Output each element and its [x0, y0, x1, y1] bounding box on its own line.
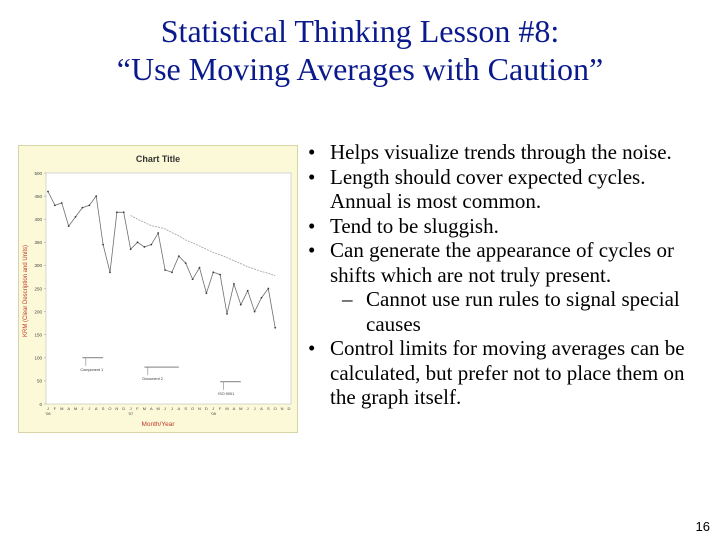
data-point	[267, 288, 269, 290]
data-point	[261, 297, 263, 299]
data-point	[88, 204, 90, 206]
y-tick-label: 200	[34, 309, 42, 315]
y-tick-label: 150	[34, 332, 42, 338]
x-tick-label: J	[81, 406, 84, 411]
x-tick-label: F	[218, 406, 222, 411]
y-tick-label: 350	[34, 240, 42, 246]
x-tick-label: O	[108, 406, 112, 411]
x-tick-label: M	[142, 406, 147, 411]
page-number: 16	[695, 519, 710, 534]
data-point	[240, 304, 242, 306]
bullet-marker: •	[308, 336, 316, 360]
x-tick-label: J	[164, 406, 167, 411]
x-tick-label: A	[149, 406, 153, 411]
x-tick-label: M	[73, 406, 78, 411]
x-tick-label: J	[47, 406, 49, 411]
data-point	[109, 271, 111, 273]
x-tick-label: D	[204, 406, 208, 411]
bullet-list	[308, 140, 708, 410]
bullet-item	[308, 214, 708, 239]
year-label: '06	[45, 411, 51, 416]
x-tick-label: F	[53, 406, 57, 411]
data-point	[75, 216, 77, 218]
bullet-marker: •	[308, 164, 316, 189]
data-point	[68, 225, 70, 227]
data-point	[150, 244, 152, 246]
y-tick-label: 100	[34, 355, 42, 361]
x-tick-label: F	[136, 406, 139, 411]
data-point	[233, 283, 235, 285]
data-point	[61, 202, 63, 204]
annotation-label: ISO 9001	[218, 391, 235, 396]
bullet-text: Length should cover expected cycles. Annual is most common.	[330, 164, 646, 213]
x-tick-label: A	[232, 406, 236, 411]
y-tick-label: 400	[34, 217, 42, 222]
y-tick-label: 500	[34, 170, 42, 176]
x-tick-label: A	[177, 406, 181, 411]
x-tick-label: N	[115, 406, 119, 411]
data-point	[144, 246, 146, 248]
bullet-item	[308, 140, 708, 165]
x-axis-title: Month/Year	[141, 421, 175, 428]
bullet-item	[308, 165, 708, 214]
bullet-text: Control limits for moving averages can be calculated, but prefer not to place them on the graph itself.	[330, 336, 685, 409]
data-point	[254, 311, 256, 313]
bullet-item	[308, 336, 708, 410]
data-point	[199, 267, 201, 269]
data-point	[47, 191, 49, 193]
annotation-label: Component 1	[80, 367, 104, 372]
x-tick-label: M	[156, 406, 160, 411]
data-point	[219, 274, 221, 276]
data-point	[247, 290, 249, 292]
data-point	[157, 232, 159, 234]
slide-title	[0, 12, 720, 88]
x-tick-label: M	[60, 406, 64, 411]
data-point	[130, 248, 132, 250]
bullet-text: Tend to be sluggish.	[330, 213, 499, 238]
title-line-1: Statistical Thinking Lesson #8:	[160, 13, 560, 49]
sub-bullet-item	[308, 287, 708, 336]
y-tick-label: 250	[34, 286, 42, 292]
data-point	[164, 269, 166, 271]
annotation-label: Document 2	[142, 377, 163, 382]
data-point	[82, 207, 84, 209]
y-tick-label: 50	[36, 378, 42, 384]
data-point	[185, 262, 187, 264]
x-tick-label: J	[170, 406, 173, 411]
data-point	[171, 271, 173, 273]
bullet-item	[308, 238, 708, 287]
x-tick-label: M	[239, 406, 243, 411]
data-point	[205, 292, 207, 294]
data-point	[123, 211, 125, 213]
bullet-text: Can generate the appearance of cycles or shifts which are not truly present.	[330, 238, 674, 287]
x-tick-label: J	[88, 406, 91, 411]
x-tick-label: A	[67, 406, 70, 411]
data-point	[137, 241, 139, 243]
y-tick-label: 300	[34, 263, 42, 269]
x-tick-label: S	[101, 406, 105, 411]
data-point	[116, 211, 118, 213]
data-point	[274, 327, 276, 329]
x-tick-label: S	[267, 406, 270, 411]
data-point	[54, 204, 56, 206]
moving-average-chart	[18, 145, 298, 433]
x-tick-label: D	[122, 406, 126, 411]
x-tick-label: A	[260, 406, 263, 411]
data-point	[178, 255, 180, 257]
x-tick-label: J	[212, 406, 215, 411]
x-tick-label: J	[246, 406, 249, 411]
year-label: '08	[210, 411, 216, 416]
data-point	[212, 271, 214, 273]
y-axis-title: KRM (Clear Description and Units)	[23, 244, 29, 338]
chart-title: Chart Title	[135, 154, 181, 164]
data-point	[226, 313, 228, 315]
bullet-text: Cannot use run rules to signal special causes	[366, 287, 680, 336]
year-label: '07	[128, 411, 134, 416]
bullet-text: Helps visualize trends through the noise.	[330, 140, 672, 164]
x-tick-label: J	[253, 406, 256, 411]
data-point	[95, 195, 97, 197]
bullet-marker: •	[308, 213, 316, 238]
x-tick-label: N	[280, 406, 284, 411]
x-tick-label: D	[287, 406, 291, 411]
dash-marker: –	[342, 287, 353, 311]
bullet-marker: •	[308, 238, 316, 262]
y-tick-label: 0	[39, 401, 42, 407]
x-tick-label: M	[225, 406, 229, 411]
chart-canvas	[19, 146, 297, 432]
y-tick-label: 450	[34, 193, 42, 199]
data-point	[192, 278, 194, 280]
x-tick-label: O	[273, 406, 277, 411]
x-tick-label: O	[191, 406, 195, 411]
x-tick-label: S	[184, 406, 188, 411]
x-tick-label: A	[94, 406, 98, 411]
data-point	[102, 244, 104, 246]
title-line-2: “Use Moving Averages with Caution”	[116, 51, 604, 87]
bullet-marker: •	[308, 140, 316, 164]
x-tick-label: N	[198, 406, 201, 411]
x-tick-label: J	[129, 406, 132, 411]
